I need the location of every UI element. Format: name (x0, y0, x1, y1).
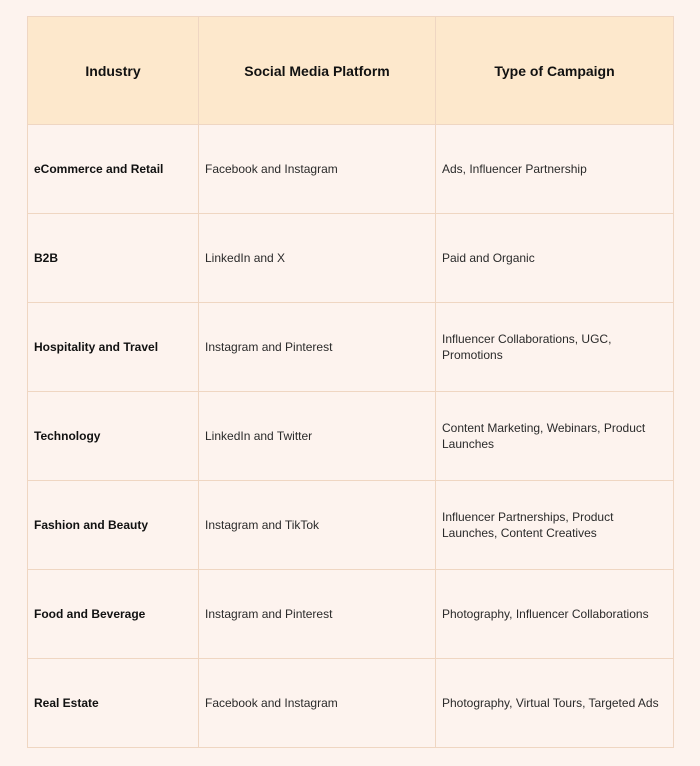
cell-campaign: Influencer Collaborations, UGC, Promotions (436, 303, 674, 392)
header-type-of-campaign: Type of Campaign (436, 17, 674, 125)
cell-platform: LinkedIn and X (199, 214, 436, 303)
cell-platform: Instagram and TikTok (199, 481, 436, 570)
header-industry: Industry (28, 17, 199, 125)
table-row (28, 303, 674, 392)
table-row (28, 481, 674, 570)
cell-platform: LinkedIn and Twitter (199, 392, 436, 481)
cell-campaign: Photography, Virtual Tours, Targeted Ads (436, 659, 674, 748)
header-social-media-platform: Social Media Platform (199, 17, 436, 125)
cell-campaign: Paid and Organic (436, 214, 674, 303)
industry-table (27, 16, 674, 748)
cell-campaign: Photography, Influencer Collaborations (436, 570, 674, 659)
cell-campaign: Influencer Partnerships, Product Launches, Content Creatives (436, 481, 674, 570)
cell-campaign: Ads, Influencer Partnership (436, 125, 674, 214)
header-row (28, 17, 674, 125)
table-row (28, 659, 674, 748)
table-row (28, 392, 674, 481)
table-header (28, 17, 674, 125)
cell-platform: Facebook and Instagram (199, 659, 436, 748)
cell-industry: Real Estate (28, 659, 199, 748)
cell-campaign: Content Marketing, Webinars, Product Launches (436, 392, 674, 481)
cell-platform: Facebook and Instagram (199, 125, 436, 214)
cell-platform: Instagram and Pinterest (199, 570, 436, 659)
cell-industry: Technology (28, 392, 199, 481)
table-row (28, 214, 674, 303)
cell-industry: eCommerce and Retail (28, 125, 199, 214)
table-body (28, 125, 674, 748)
cell-industry: B2B (28, 214, 199, 303)
table-row (28, 125, 674, 214)
industry-table-container (27, 16, 673, 748)
cell-industry: Food and Beverage (28, 570, 199, 659)
cell-industry: Fashion and Beauty (28, 481, 199, 570)
table-row (28, 570, 674, 659)
cell-platform: Instagram and Pinterest (199, 303, 436, 392)
cell-industry: Hospitality and Travel (28, 303, 199, 392)
